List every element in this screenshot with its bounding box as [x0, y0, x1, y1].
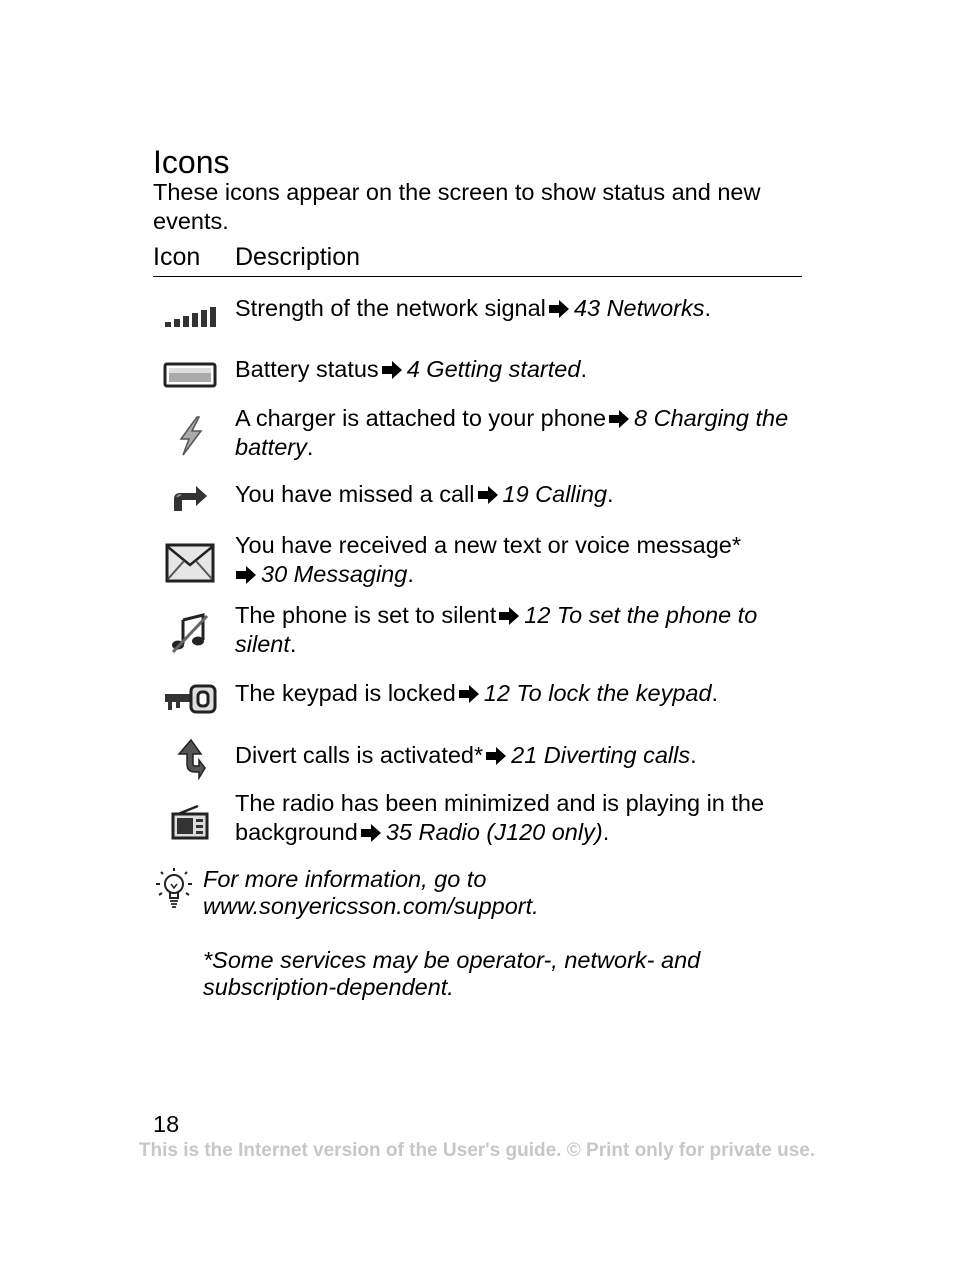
- arrow-right-icon: [458, 685, 480, 703]
- row-description: Battery status: [235, 356, 379, 382]
- tip-note: [203, 866, 803, 1001]
- arrow-right-icon: [608, 410, 630, 428]
- column-header-description: Description: [235, 243, 361, 271]
- page-number: 18: [153, 1111, 180, 1137]
- table-header: [153, 240, 802, 277]
- arrow-right-icon: [548, 300, 570, 318]
- key-lock-icon: [161, 679, 219, 719]
- arrow-right-icon: [485, 747, 507, 765]
- page-reference: 4 Getting started: [406, 356, 581, 382]
- more-info-text: For more information, go to www.sonyericsson.com/support.: [203, 866, 539, 919]
- silent-note-icon: [161, 613, 219, 653]
- row-description: The phone is set to silent: [235, 602, 497, 628]
- lightbulb-icon: [153, 866, 195, 910]
- arrow-right-icon: [235, 566, 257, 584]
- arrow-right-icon: [360, 824, 382, 842]
- arrow-right-icon: [498, 607, 520, 625]
- footer-note: This is the Internet version of the User's guide. © Print only for private use.: [138, 1140, 816, 1161]
- charger-lightning-icon: [161, 416, 219, 456]
- page-reference: 12 To lock the keypad: [483, 680, 712, 706]
- intro-text: These icons appear on the screen to show status and new events.: [153, 179, 761, 234]
- battery-icon: [161, 355, 219, 395]
- missed-call-icon: [161, 478, 219, 518]
- row-description: The keypad is locked: [235, 680, 456, 706]
- row-description: You have received a new text or voice message*: [235, 532, 741, 558]
- column-header-icon: Icon: [153, 243, 201, 271]
- arrow-right-icon: [381, 361, 403, 379]
- row-description: Strength of the network signal: [235, 295, 546, 321]
- services-disclaimer: *Some services may be operator-, network- and subscription-dependent.: [203, 947, 701, 1000]
- page-reference: 30 Messaging: [261, 561, 408, 587]
- page-reference: 12 To set the phone to silent: [235, 602, 758, 657]
- radio-icon: [161, 803, 219, 843]
- page-reference: 8 Charging the battery: [235, 405, 789, 460]
- signal-strength-icon: [161, 296, 219, 336]
- row-description: The radio has been minimized and is playing in the background: [235, 790, 765, 845]
- page-reference: 21 Diverting calls: [511, 742, 691, 768]
- page-reference: 35 Radio (J120 only): [385, 819, 603, 845]
- row-description: A charger is attached to your phone: [235, 405, 607, 431]
- row-description: Divert calls is activated*: [235, 742, 484, 768]
- page-reference: 43 Networks: [573, 295, 705, 321]
- row-description: You have missed a call: [235, 481, 475, 507]
- page-title: Icons: [153, 144, 230, 180]
- divert-arrow-icon: [161, 739, 219, 779]
- envelope-icon: [161, 543, 219, 583]
- page-reference: 19 Calling: [502, 481, 608, 507]
- arrow-right-icon: [477, 486, 499, 504]
